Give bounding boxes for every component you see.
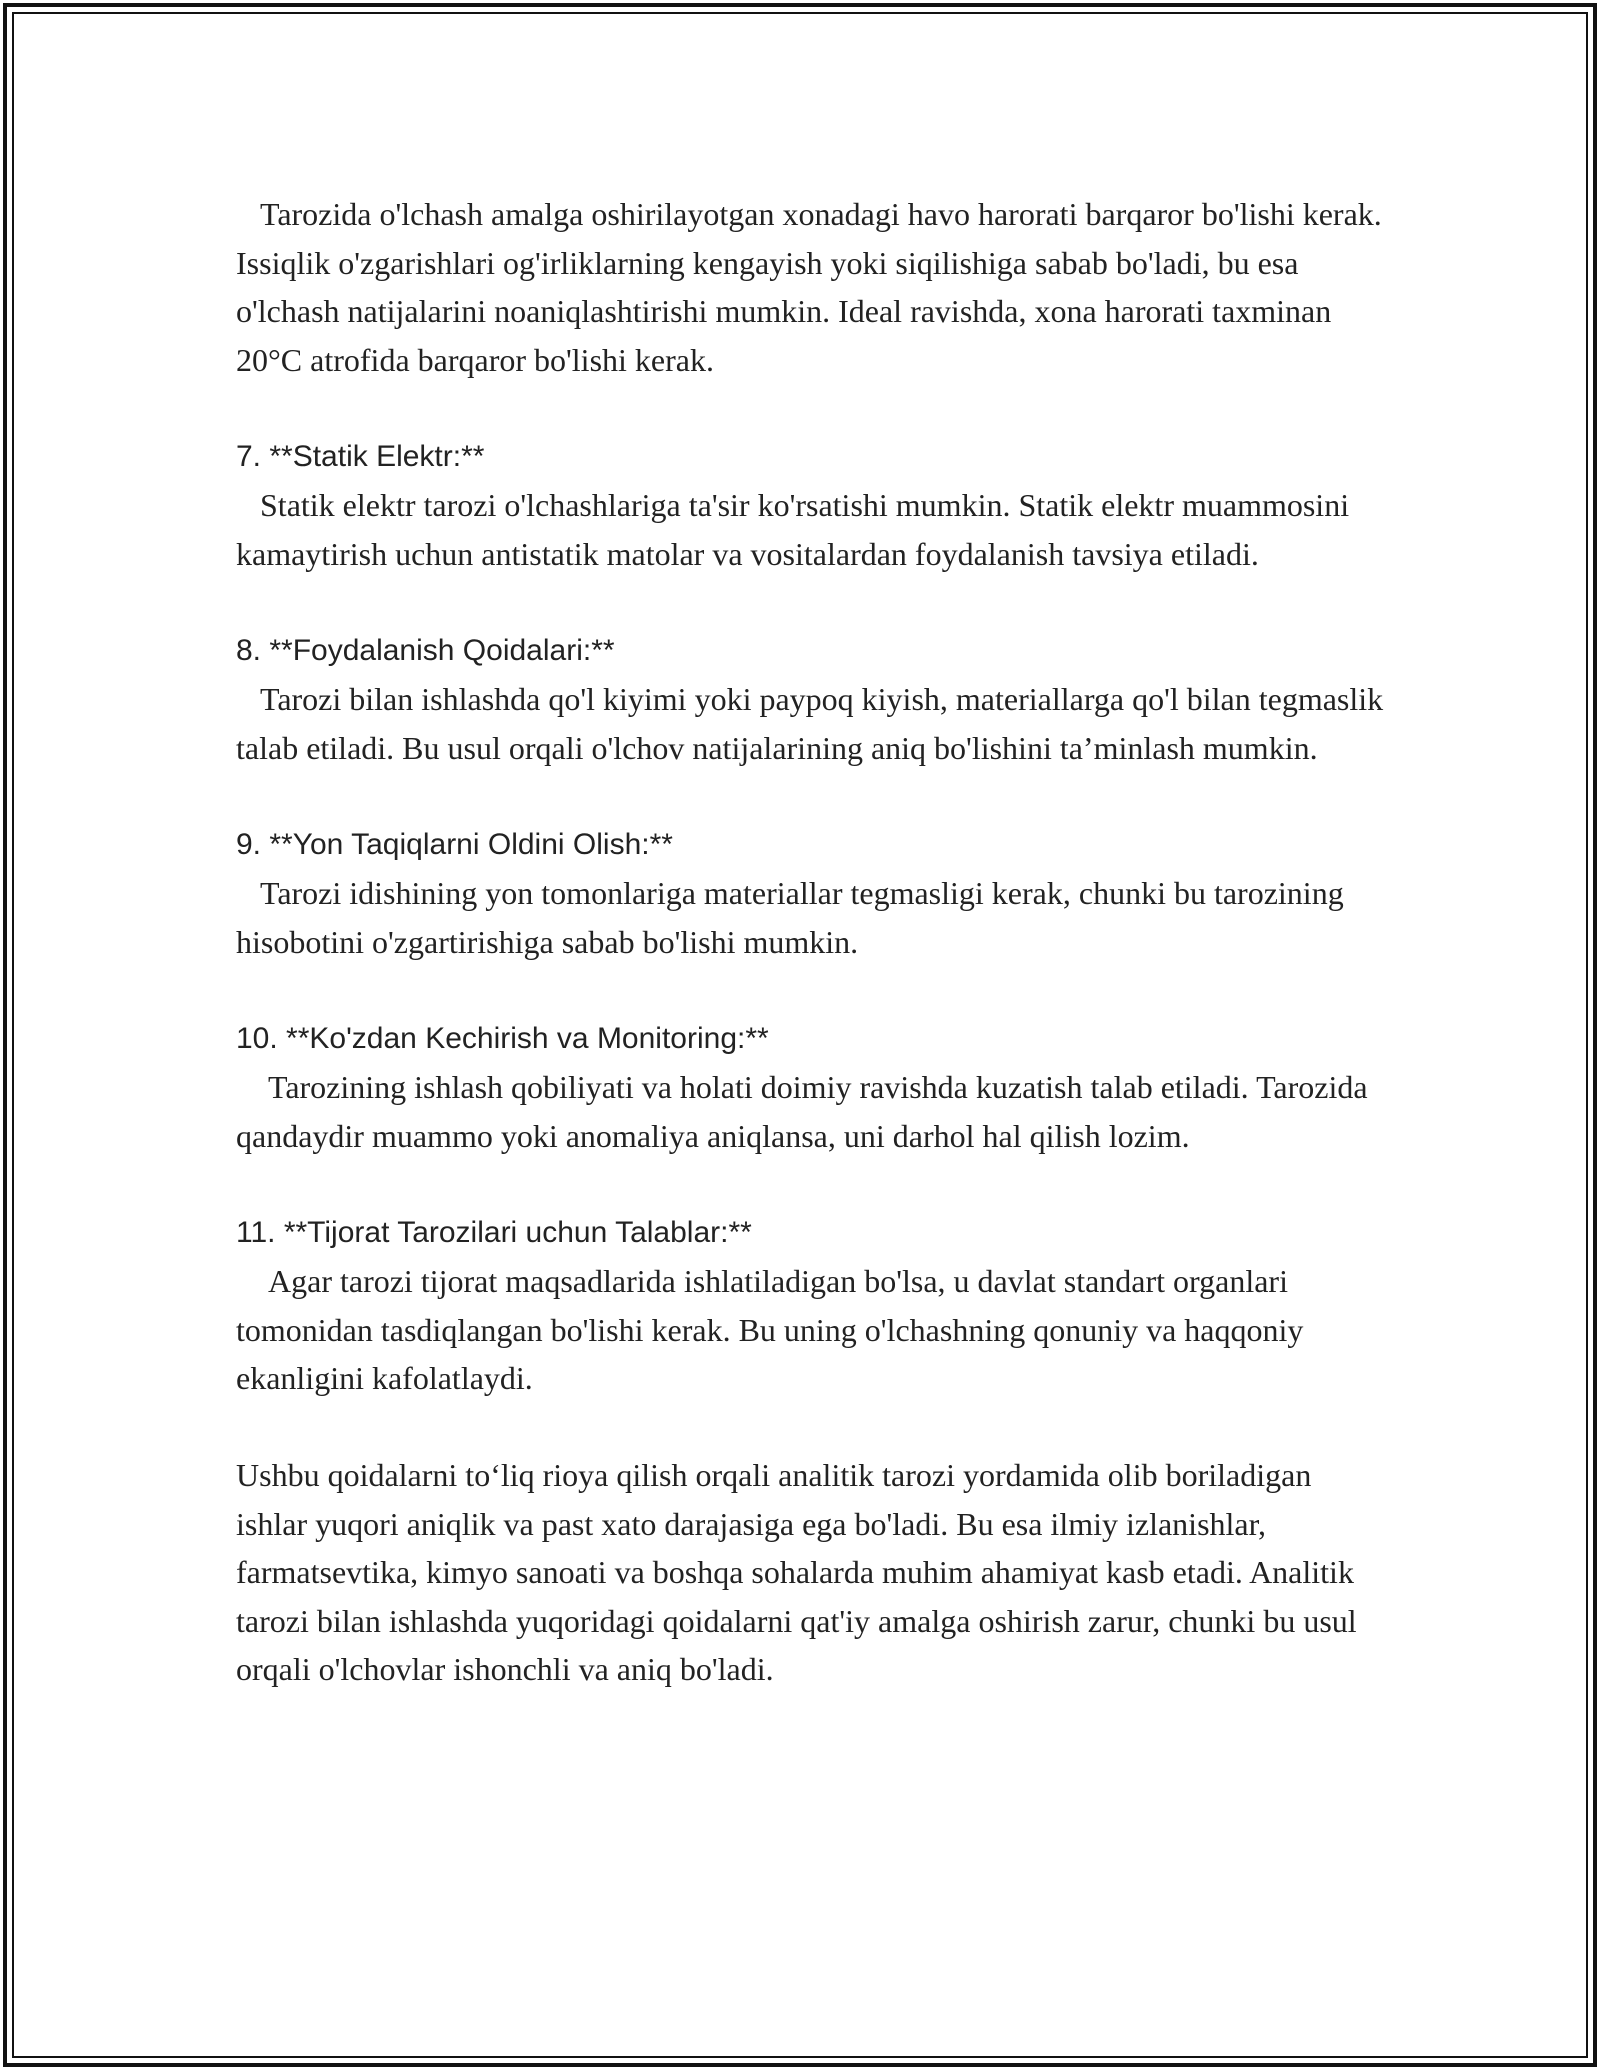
paragraph-gap bbox=[236, 966, 1386, 1015]
conclusion-paragraph: Ushbu qoidalarni to‘liq rioya qilish orqali analitik tarozi yordamida olib boriladigan ishlar yuqori aniqlik va past xato darajasiga ega bo'ladi. Bu esa ilmiy izlanishlar, farmatsevtika, kimyo sanoati va boshqa sohalarda muhim ahamiyat kasb etadi. Analitik tarozi bilan ishlashda yuqoridagi qoidalarni qat'iy amalga oshirish zarur, chunki bu usul orqali o'lchovlar ishonchli va aniq bo'ladi. bbox=[236, 1457, 1365, 1687]
section-heading-commercial-requirements: 11. **Tijorat Tarozilari uchun Talablar:** bbox=[236, 1215, 752, 1249]
paragraph-gap bbox=[236, 1403, 1386, 1452]
section-heading-usage-rules: 8. **Foydalanish Qoidalari:** bbox=[236, 633, 615, 667]
paragraph-gap bbox=[236, 1160, 1386, 1209]
section-body-static-electricity: Statik elektr tarozi o'lchashlariga ta'sir ko'rsatishi mumkin. Statik elektr muammosini kamaytirish uchun antistatik matolar va vositalardan foydalanish tavsiya etiladi. bbox=[236, 487, 1358, 572]
section-heading-static-electricity: 7. **Statik Elektr:** bbox=[236, 439, 485, 473]
document-page bbox=[236, 190, 1392, 1694]
intro-paragraph: Tarozida o'lchash amalga oshirilayotgan xonadagi havo harorati barqaror bo'lishi kerak. Issiqlik o'zgarishlari og'irliklarning kengayish yoki siqilishiga sabab bo'ladi, bu esa o'lchash natijalarini noaniqlashtirishi mumkin. Ideal ravishda, xona harorati taxminan 20°C atrofida barqaror bo'lishi kerak. bbox=[236, 196, 1390, 378]
paragraph-gap bbox=[236, 578, 1386, 627]
section-body-commercial-requirements: Agar tarozi tijorat maqsadlarida ishlatiladigan bo'lsa, u davlat standart organlari tomonidan tasdiqlangan bo'lishi kerak. Bu uning o'lchashning qonuniy va haqqoniy ekanligini kafolatlaydi. bbox=[236, 1263, 1312, 1396]
section-heading-side-contact: 9. **Yon Taqiqlarni Oldini Olish:** bbox=[236, 827, 673, 861]
section-heading-monitoring: 10. **Ko'zdan Kechirish va Monitoring:** bbox=[236, 1021, 769, 1055]
section-body-monitoring: Tarozining ishlash qobiliyati va holati doimiy ravishda kuzatish talab etiladi. Tarozida qandaydir muammo yoki anomaliya aniqlansa, uni darhol hal qilish lozim. bbox=[236, 1069, 1376, 1154]
paragraph-gap bbox=[236, 772, 1386, 821]
paragraph-gap bbox=[236, 384, 1386, 433]
section-body-usage-rules: Tarozi bilan ishlashda qo'l kiyimi yoki paypoq kiyish, materiallarga qo'l bilan tegmaslik talab etiladi. Bu usul orqali o'lchov natijalarining aniq bo'lishini ta’minlash mumkin. bbox=[236, 681, 1392, 766]
section-body-side-contact: Tarozi idishining yon tomonlariga materiallar tegmasligi kerak, chunki bu tarozining hisobotini o'zgartirishiga sabab bo'lishi mumkin. bbox=[236, 875, 1352, 960]
